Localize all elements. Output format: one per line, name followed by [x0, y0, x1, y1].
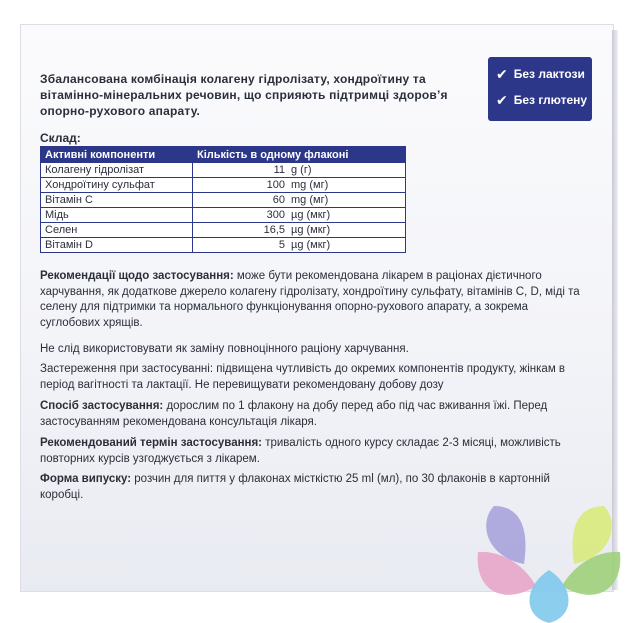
- recommendations-label: Рекомендації щодо застосування:: [40, 270, 234, 282]
- composition-table: [40, 146, 406, 253]
- badge-label-gluten: Без глютену: [513, 93, 588, 107]
- free-from-badge: [488, 57, 592, 121]
- recommendations-text: може бути рекомендована лікарем в раціонах дієтичного харчування, як додаткове джерело колагену гідролізату, хондроїтину сульфату, вітамінів С, D, міді та селену для підтримки та нормального функціонування опорно-рухового апарату, а зокрема суглобових хрящів.: [40, 270, 580, 329]
- component-amount: 11: [273, 164, 285, 176]
- form-label: Форма випуску:: [40, 473, 132, 485]
- component-amount: 300: [266, 209, 285, 221]
- composition-row: [41, 238, 406, 253]
- component-amount: 60: [272, 194, 285, 206]
- component-unit: µg (мкг): [291, 239, 331, 251]
- composition-row: [41, 178, 406, 193]
- component-name: Селен: [41, 223, 193, 238]
- term-text: тривалість одного курсу складає 2-3 місяці, можливість повторних курсів узгоджується з лікарем.: [40, 437, 561, 465]
- component-unit: mg (мг): [291, 179, 329, 191]
- composition-header-row: [41, 147, 406, 163]
- method-paragraph: [40, 399, 580, 430]
- intro-text: Збалансована комбінація колагену гідролізату, хондроїтину та вітамінно-мінеральних речовин, що сприяють підтримці здоров’я опорно-рухового апарату.: [40, 72, 448, 118]
- checkmark-icon: ✔: [496, 92, 508, 108]
- method-text: дорослим по 1 флакону на добу перед або під час вживання їжі. Перед застосуванням рекомендована консультація лікаря.: [40, 400, 548, 428]
- badge-row-lactose: [496, 67, 585, 81]
- component-amount-cell: [193, 163, 406, 178]
- column-header-components: Активні компоненти: [41, 147, 193, 163]
- composition-row: [41, 193, 406, 208]
- component-amount: 100: [266, 179, 285, 191]
- method-label: Спосіб застосування:: [40, 400, 164, 412]
- component-amount: 16,5: [263, 224, 285, 236]
- component-amount-cell: [193, 193, 406, 208]
- component-amount: 5: [278, 239, 285, 251]
- component-name: Вітамін С: [41, 193, 193, 208]
- petal-green: [562, 552, 620, 595]
- component-name: Колагену гідролізат: [41, 163, 193, 178]
- badge-row-gluten: [496, 93, 587, 107]
- component-amount-cell: [193, 208, 406, 223]
- composition-heading: Склад:: [40, 131, 81, 145]
- recommendations-paragraph: [40, 269, 580, 331]
- petal-blue: [529, 570, 568, 623]
- warnings-paragraph: Застереження при застосуванні: підвищена чутливість до окремих компонентів продукту, жінкам в період вагітності та лактації. Не перевищувати рекомендовану добову дозу: [40, 363, 566, 391]
- petal-logo: [474, 486, 624, 623]
- component-name: Мідь: [41, 208, 193, 223]
- petal-pink: [478, 552, 536, 595]
- composition-row: [41, 163, 406, 178]
- component-amount-cell: [193, 223, 406, 238]
- component-name: Вітамін D: [41, 238, 193, 253]
- badge-label-lactose: Без лактози: [513, 67, 585, 81]
- component-amount-cell: [193, 238, 406, 253]
- component-unit: g (г): [291, 164, 312, 176]
- term-label: Рекомендований термін застосування:: [40, 437, 263, 449]
- composition-row: [41, 208, 406, 223]
- component-unit: mg (мг): [291, 194, 329, 206]
- not-substitute-note: Не слід використовувати як заміну повноцінного раціону харчування.: [40, 343, 409, 355]
- component-unit: µg (мкг): [291, 224, 331, 236]
- checkmark-icon: ✔: [496, 66, 508, 82]
- term-paragraph: [40, 436, 580, 467]
- component-unit: µg (мкг): [291, 209, 331, 221]
- column-header-amount: Кількість в одному флаконі: [193, 147, 406, 163]
- component-name: Хондроїтину сульфат: [41, 178, 193, 193]
- form-text: розчин для пиття у флаконах місткістю 25 ml (мл), по 30 флаконів в картонній коробці.: [40, 473, 550, 501]
- composition-row: [41, 223, 406, 238]
- component-amount-cell: [193, 178, 406, 193]
